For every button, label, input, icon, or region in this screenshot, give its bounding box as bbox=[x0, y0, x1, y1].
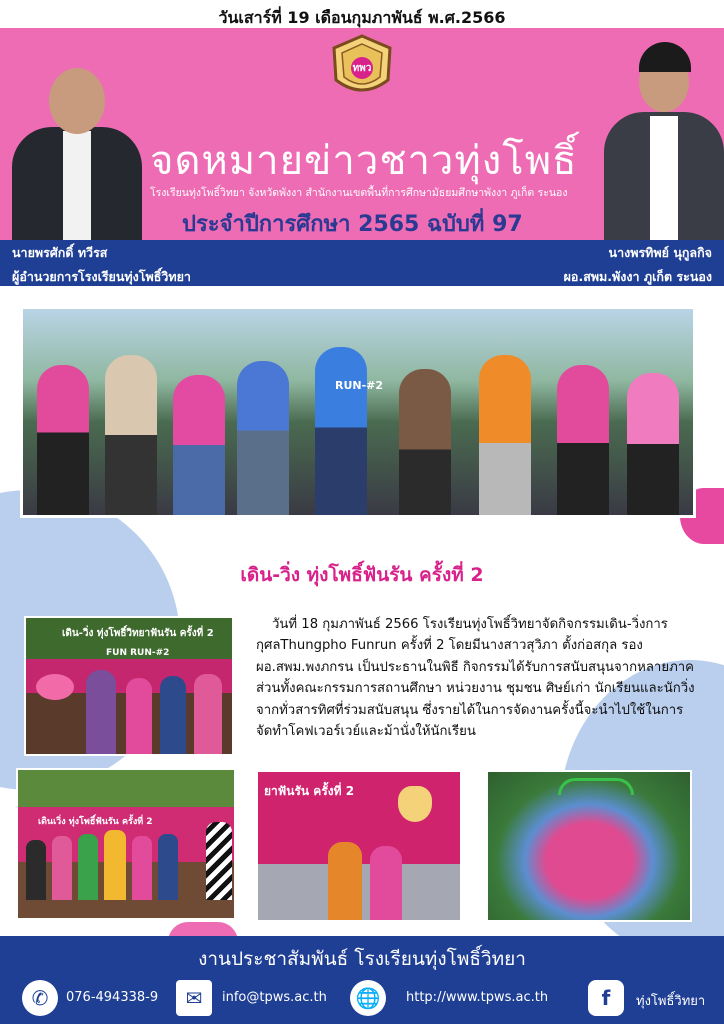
footer-phone[interactable]: 076-494338-9 bbox=[66, 990, 159, 1005]
run-tag: RUN-#2 bbox=[335, 379, 384, 392]
school-logo-text: ทพว bbox=[352, 63, 372, 74]
footer-website[interactable]: http://www.tpws.ac.th bbox=[406, 990, 549, 1005]
funrun-tag: FUN RUN-#2 bbox=[106, 648, 170, 658]
area-director-name-text: นางพรทิพย์ นุกูลกิจ bbox=[608, 245, 712, 260]
portrait-area-director bbox=[604, 34, 724, 240]
footer-title: งานประชาสัมพันธ์ โรงเรียนทุ่งโพธิ์วิทยา bbox=[198, 948, 526, 970]
footer-facebook[interactable]: ทุ่งโพธิ์วิทยา bbox=[636, 994, 706, 1009]
main-group-photo bbox=[20, 306, 696, 518]
issue-date: วันเสาร์ที่ 19 เดือนกุมภาพันธ์ พ.ศ.2566 bbox=[218, 8, 506, 27]
area-director-name bbox=[564, 243, 712, 287]
stage-banner-text: เดิน-วิ่ง ทุ่งโพธิ์วิทยาฟันรัน ครั้งที่ 2 bbox=[62, 628, 214, 639]
mail-icon: ✉ bbox=[176, 980, 212, 1016]
facebook-icon: f bbox=[588, 980, 624, 1016]
article-body: วันที่ 18 กุมภาพันธ์ 2566 โรงเรียนทุ่งโพธิ์วิทยาจัดกิจกรรมเดิน-วิ่งการกุศลThungpho Funrun ครั้งที่ 2 โดยมีนางสาวสุวิภา ตั้งก่อสกุล รอง ผอ.สพม.พงภกรน เป็นประธานในพิธี กิจกรรมได้รับการสนับสนุนจากหลายภาคส่วนทั้งคณะกรรมการสถานศึกษา หน่วยงาน ชุมชน ศิษย์เก่า นักเรียนและนักวิ่งจากทั่วสารทิศที่ร่วมสนับสนุน ซึ่งรายได้ในการจัดงานครั้งนี้จะนำไปใช้ในการจัดทำโคฟเวอร์เวย์และม้านั่งให้นักเรียน bbox=[256, 617, 695, 740]
photo-award-ceremony bbox=[256, 770, 462, 922]
globe-icon: 🌐 bbox=[350, 980, 386, 1016]
director-name bbox=[12, 243, 191, 287]
stage-banner-small-text: เดินเวิ่ง ทุ่งโพธิ์ฟันรัน ครั้งที่ 2 bbox=[38, 817, 153, 827]
director-name-text: นายพรศักดิ์ ทวีรส bbox=[12, 245, 108, 260]
phone-icon: ✆ bbox=[22, 980, 58, 1016]
school-logo bbox=[330, 34, 394, 102]
photo-stage-ceremony bbox=[24, 616, 234, 756]
footer-email[interactable]: info@tpws.ac.th bbox=[222, 990, 327, 1005]
area-director-position: ผอ.สพม.พังงา ภูเก็ต ระนอง bbox=[563, 269, 712, 284]
photo-aerial-runners bbox=[486, 770, 692, 922]
newsletter-title: จดหมายข่าวชาวทุ่งโพธิ์ bbox=[150, 138, 578, 184]
photo-costume-group bbox=[16, 768, 236, 920]
director-position: ผู้อำนวยการโรงเรียนทุ่งโพธิ์วิทยา bbox=[12, 269, 191, 284]
article-headline: เดิน-วิ่ง ทุ่งโพธิ์ฟันรัน ครั้งที่ 2 bbox=[240, 564, 484, 586]
newsletter-subtitle: โรงเรียนทุ่งโพธิ์วิทยา จังหวัดพังงา สำนักงานเขตพื้นที่การศึกษามัธยมศึกษาพังงา ภูเก็ต ระนอง bbox=[150, 187, 568, 199]
award-banner-text: ยาฟันรัน ครั้งที่ 2 bbox=[264, 784, 355, 798]
portrait-director bbox=[12, 58, 142, 240]
issue-number: ประจำปีการศึกษา 2565 ฉบับที่ 97 bbox=[182, 212, 523, 237]
